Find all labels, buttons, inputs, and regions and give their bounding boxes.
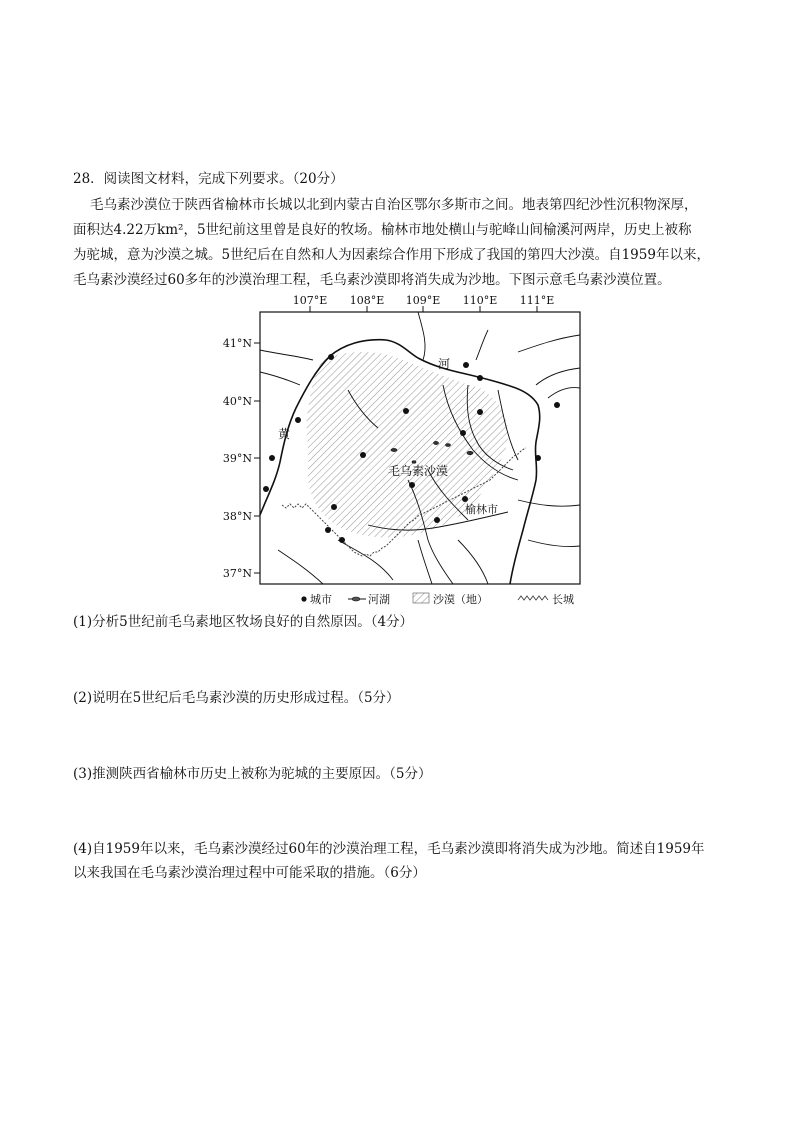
city-dot: [360, 452, 366, 458]
material-line: 毛乌素沙漠经过60多年的沙漠治理工程，毛乌素沙漠即将消失成为沙地。下图示意毛乌素沙漠位置。: [73, 272, 671, 288]
longitude-label: 110°E: [462, 294, 498, 307]
sub-question-1: (1)分析5世纪前毛乌素地区牧场良好的自然原因。（4分）: [73, 614, 414, 630]
sub-question-4-line-1: (4)自1959年以来，毛乌素沙漠经过60年的沙漠治理工程，毛乌素沙漠即将消失成为沙地。简述自1959年: [73, 841, 705, 857]
longitude-axis: [293, 294, 555, 312]
city-dot: [535, 455, 541, 461]
legend-river-label: 河湖: [368, 593, 390, 606]
legend-desert-label: 沙漠（地）: [433, 593, 488, 606]
material-line: 为驼城，意为沙漠之城。5世纪后在自然和人为因素综合作用下形成了我国的第四大沙漠。自1959年以来，: [73, 247, 710, 263]
mu-us-desert-map: [218, 290, 598, 610]
sub-question-2: (2)说明在5世纪后毛乌素沙漠的历史形成过程。（5分）: [73, 690, 400, 706]
longitude-label: 109°E: [405, 294, 441, 307]
city-dot: [463, 362, 469, 368]
city-dot: [328, 354, 334, 360]
longitude-label: 111°E: [519, 294, 555, 307]
city-dot: [462, 496, 468, 502]
river-label-he: 河: [438, 357, 451, 371]
desert-label: 毛乌素沙漠: [388, 464, 449, 478]
latitude-label: 38°N: [222, 510, 252, 523]
latitude-label: 39°N: [222, 452, 252, 465]
city-dot: [554, 402, 560, 408]
latitude-label: 41°N: [222, 337, 252, 350]
map-legend: [301, 592, 574, 606]
question-heading: 28．阅读图文材料，完成下列要求。（20分）: [73, 171, 344, 187]
legend-great-wall-symbol: [518, 596, 548, 600]
material-line: 毛乌素沙漠位于陕西省榆林市长城以北到内蒙古自治区鄂尔多斯市之间。地表第四纪沙性沉积物深厚，: [90, 197, 698, 213]
city-dot: [460, 430, 466, 436]
legend-city-label: 城市: [310, 593, 332, 606]
city-dot: [477, 409, 483, 415]
sub-question-3: (3)推测陕西省榆林市历史上被称为驼城的主要原因。（5分）: [73, 766, 432, 782]
latitude-label: 37°N: [222, 567, 252, 580]
latitude-label: 40°N: [222, 395, 252, 408]
legend-city-symbol: [301, 596, 306, 601]
sub-question-4-line-2: 以来我国在毛乌素沙漠治理过程中可能采取的措施。（6分）: [73, 865, 426, 881]
city-dot: [269, 455, 275, 461]
city-dot: [434, 517, 440, 523]
city-dot: [295, 417, 301, 423]
river-label-huang: 黄: [278, 427, 291, 441]
longitude-label: 107°E: [292, 294, 328, 307]
city-dot: [331, 504, 337, 510]
city-dot: [263, 486, 269, 492]
city-dot: [325, 527, 331, 533]
legend-great-wall-label: 长城: [552, 593, 574, 606]
city-dot: [409, 482, 415, 488]
city-dot: [403, 408, 409, 414]
city-dot: [339, 537, 345, 543]
latitude-axis: [223, 337, 260, 580]
city-dot: [477, 375, 483, 381]
longitude-label: 108°E: [349, 294, 385, 307]
legend-desert-symbol: [413, 593, 429, 603]
city-label-yulin: 榆林市: [465, 503, 498, 516]
legend-lake-symbol: [352, 597, 360, 601]
material-line: 面积达4.22万km²，5世纪前这里曾是良好的牧场。榆林市地处横山与驼峰山间榆溪河两岸，历史上被称: [73, 222, 692, 238]
